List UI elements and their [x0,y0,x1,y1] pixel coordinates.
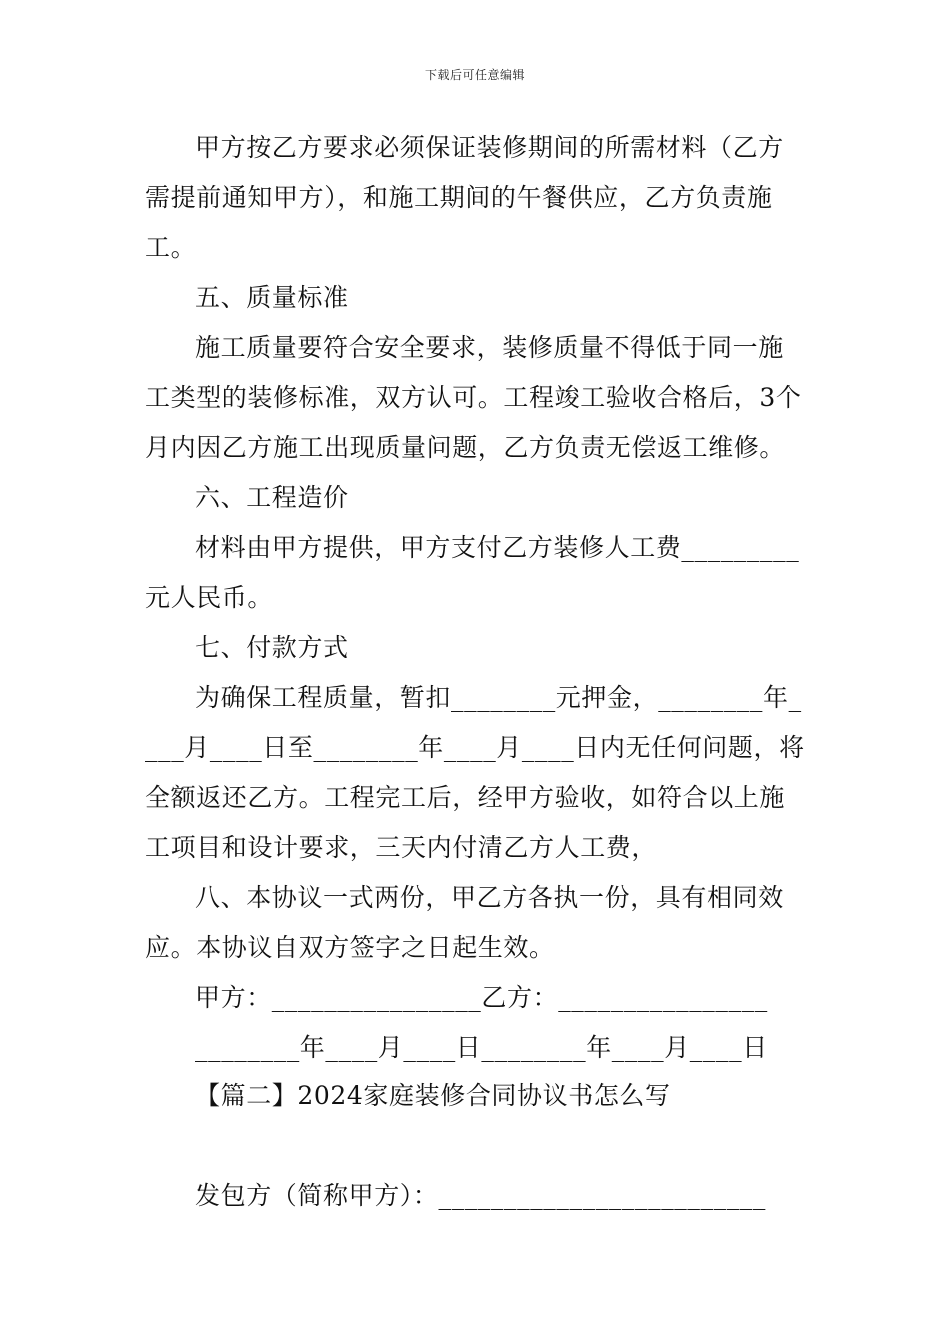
paragraph-line: 工项目和设计要求，三天内付清乙方人工费， [145,833,658,862]
paragraph-line: 材料由甲方提供，甲方支付乙方装修人工费_________ [195,533,800,562]
section-heading: 七、付款方式 [195,633,349,662]
paragraph-line: 全额返还乙方。工程完工后，经甲方验收，如符合以上施 [145,783,786,812]
contractor-field-line: 发包方（简称甲方）：_________________________ [195,1181,767,1210]
paragraph-line: 甲方按乙方要求必须保证装修期间的所需材料（乙方 [195,133,784,162]
date-line: ________年____月____日________年____月____日 [195,1033,768,1062]
paragraph-line: 元人民币。 [145,583,274,612]
paragraph-line: 需提前通知甲方），和施工期间的午餐供应，乙方负责施 [145,183,773,212]
paragraph-line: 施工质量要符合安全要求，装修质量不得低于同一施 [195,333,784,362]
section-title: 【篇二】2024家庭装修合同协议书怎么写 [195,1081,671,1110]
header-note: 下载后可任意编辑 [424,68,525,82]
paragraph-line: 工类型的装修标准，双方认可。工程竣工验收合格后，3个 [145,383,802,412]
section-heading: 五、质量标准 [195,283,349,312]
paragraph-line: 应。本协议自双方签字之日起生效。 [145,933,555,962]
section-heading: 六、工程造价 [195,483,349,512]
paragraph-line: 八、本协议一式两份，甲乙方各执一份，具有相同效 [195,883,784,912]
paragraph-line: 为确保工程质量，暂扣________元押金，________年_ [195,683,802,712]
signature-line: 甲方：________________乙方：________________ [195,983,768,1012]
paragraph-line: 工。 [145,233,197,262]
paragraph-line: ___月____日至________年____月____日内无任何问题，将 [145,733,805,762]
paragraph-line: 月内因乙方施工出现质量问题，乙方负责无偿返工维修。 [145,433,786,462]
